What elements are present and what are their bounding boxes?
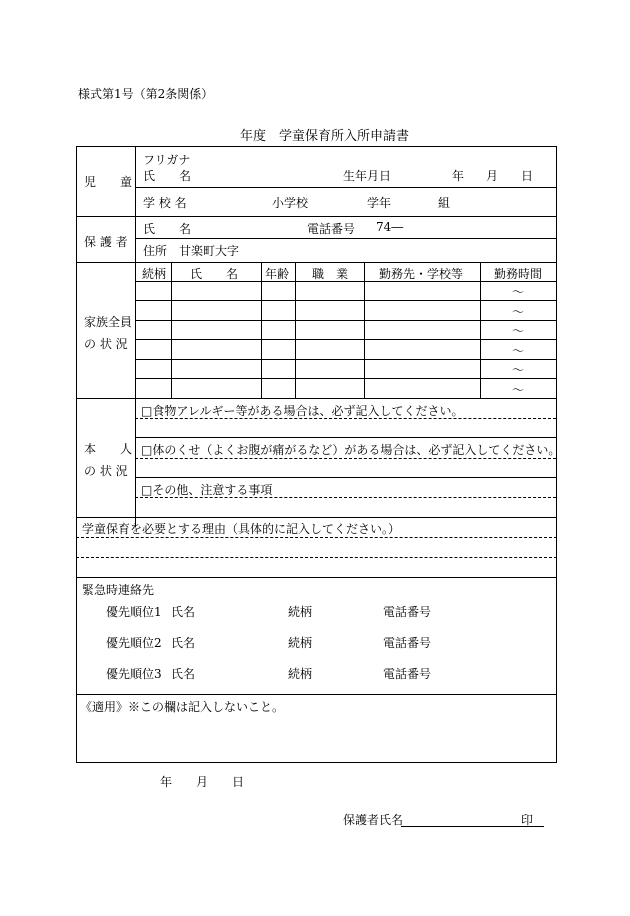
label-column-divider [135,146,136,527]
seal-mark: 印 [521,813,534,827]
guardian-signature-label: 保護者氏名 [343,813,404,827]
birth-month-unit: 月 [486,169,499,183]
self-section-label-2: の 状 況 [84,464,128,478]
form-code: 様式第1号（第2条関係） [78,87,214,101]
emergency-name-3: 氏名 [171,667,196,681]
emergency-phone-2: 電話番号 [383,636,432,650]
hours-tilde: ～ [512,285,525,299]
family-header-workplace: 勤務先・学校等 [379,267,464,281]
class-label: 組 [438,196,451,210]
birth-year-unit: 年 [452,169,465,183]
emergency-priority-1: 優先順位1 [106,605,162,619]
birth-day-unit: 日 [521,169,534,183]
hours-tilde: ～ [512,383,525,397]
emergency-name-1: 氏名 [171,605,196,619]
birth-date-label: 生年月日 [343,169,392,183]
date-year-unit: 年 [160,775,173,789]
hours-tilde: ～ [512,305,525,319]
hours-tilde: ～ [512,344,525,358]
child-section-label: 児 童 [84,175,133,189]
family-header-name: 氏 名 [190,267,239,281]
family-section-label-1: 家族全員 [84,315,133,329]
family-header-hours: 勤務時間 [494,267,543,281]
emergency-name-2: 氏名 [171,636,196,650]
reason-label: 学童保育を必要とする理由（具体的に記入してください。） [82,522,401,536]
emergency-relation-3: 続柄 [288,667,313,681]
guardian-phone-prefix: 74― [376,220,404,234]
family-header-age: 年齢 [265,267,290,281]
school-suffix: 小学校 [272,196,309,210]
habit-note: □体のくせ（よくお腹が痛がるなど）がある場合は、必ず記入してください。 [141,443,561,457]
guardian-address-label: 住所 甘楽町大字 [143,244,240,258]
emergency-relation-1: 続柄 [288,605,313,619]
family-section-label-2: の 状 況 [84,337,128,351]
notes-label: 《適用》※この欄は記入しないこと。 [80,700,285,714]
date-month-unit: 月 [196,775,209,789]
guardian-name-label: 氏 名 [143,222,192,236]
allergy-note: □食物アレルギー等がある場合は、必ず記入してください。 [141,404,464,418]
date-day-unit: 日 [232,775,245,789]
family-header-job: 職 業 [312,267,349,281]
emergency-phone-3: 電話番号 [383,667,432,681]
furigana-label: フリガナ [143,153,191,167]
guardian-phone-label: 電話番号 [307,222,356,236]
child-name-label: 氏 名 [143,169,192,183]
emergency-priority-3: 優先順位3 [106,667,162,681]
emergency-priority-2: 優先順位2 [106,636,162,650]
self-section-label-1: 本 人 [84,442,133,456]
hours-tilde: ～ [512,324,525,338]
emergency-title: 緊急時連絡先 [82,583,155,597]
other-note: □その他、注意する事項 [141,483,273,497]
guardian-section-label: 保 護 者 [84,235,128,249]
emergency-phone-1: 電話番号 [383,605,432,619]
grade-label: 学年 [367,196,392,210]
family-header-relation: 続柄 [142,267,167,281]
emergency-relation-2: 続柄 [288,636,313,650]
hours-tilde: ～ [512,363,525,377]
school-name-label: 学 校 名 [143,196,187,210]
form-title: 年度 学童保育所入所申請書 [240,129,410,144]
